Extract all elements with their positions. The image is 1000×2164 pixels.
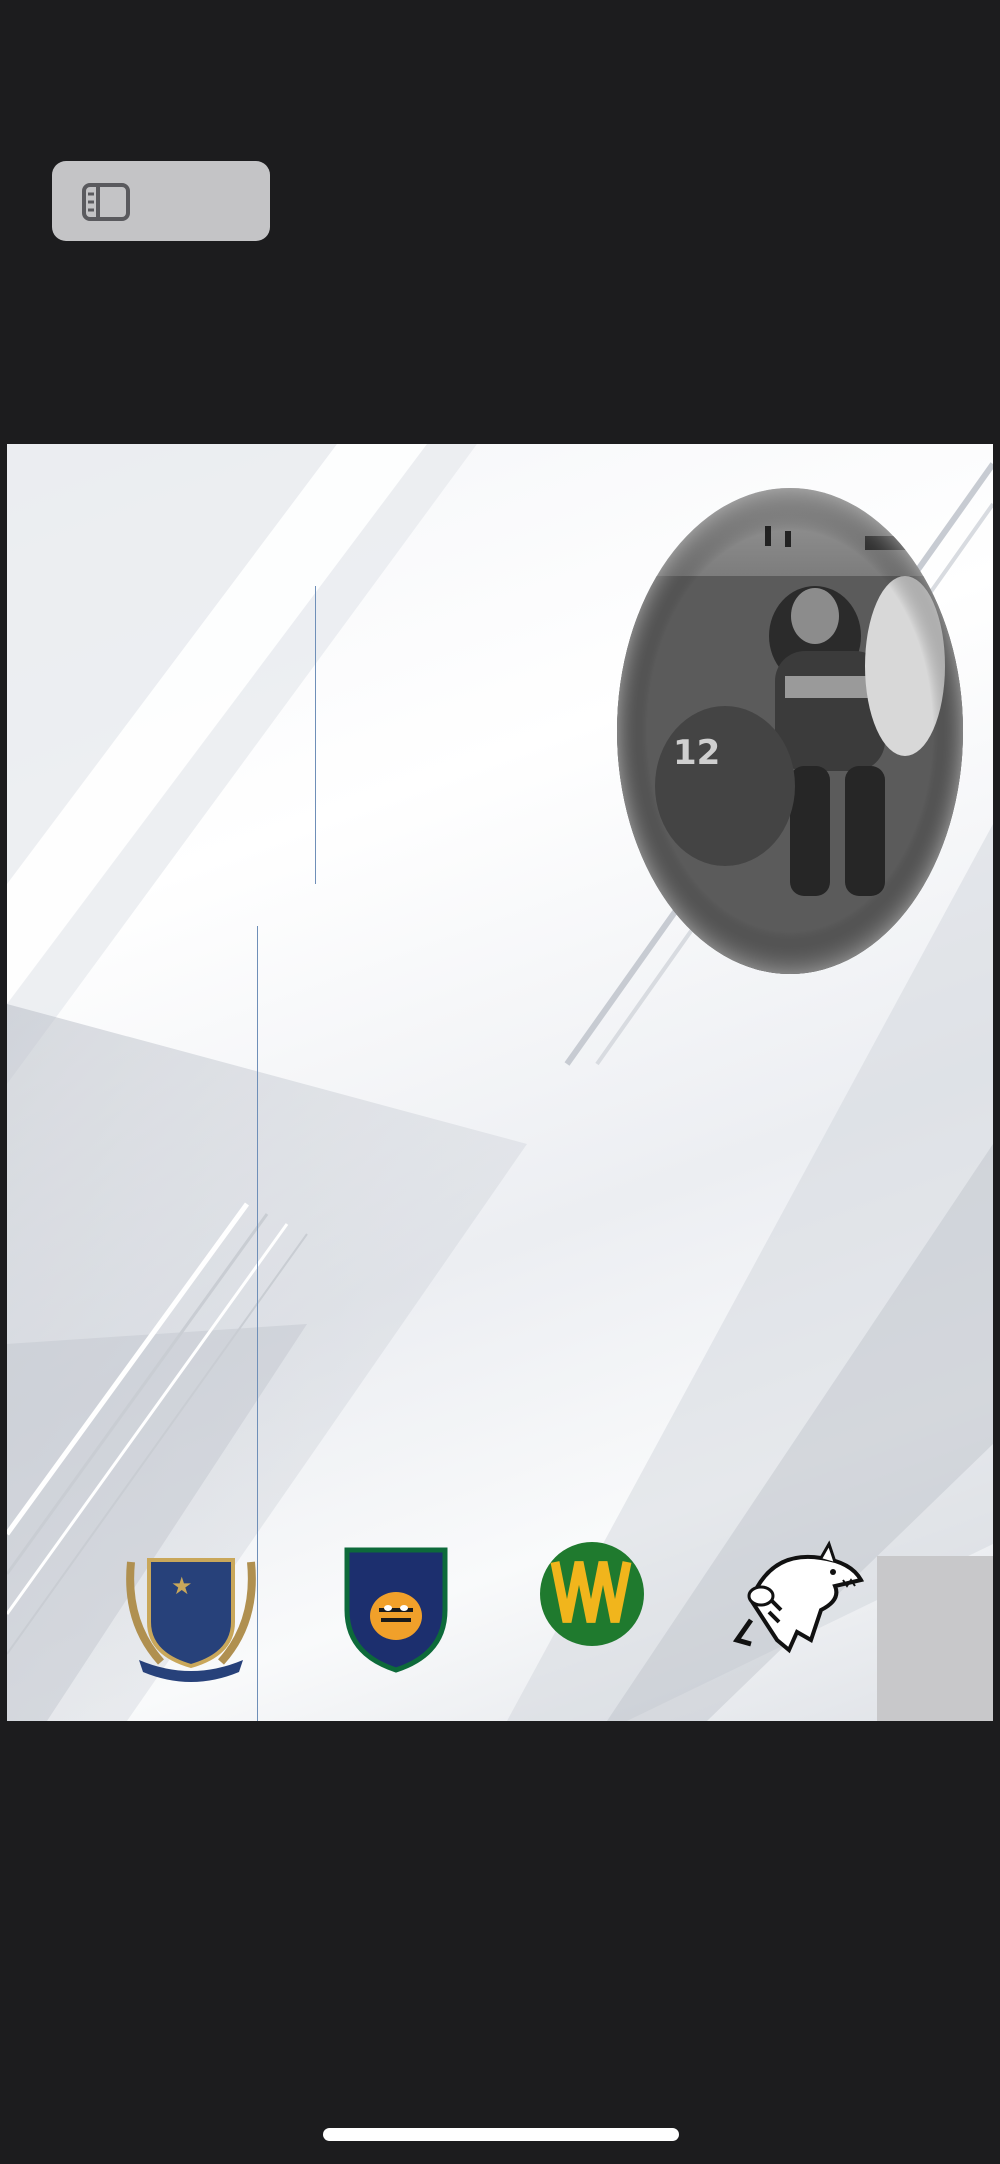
scc-crest-logo [121,1542,261,1682]
player-photo [615,486,965,976]
profile-divider [315,586,316,884]
sidebar-icon [82,183,130,226]
document-page[interactable] [7,444,993,1721]
naka-bulle-logo [507,1542,677,1682]
varsity-college-logo [341,1544,451,1674]
page-corner-overlay [877,1556,993,1721]
the-sharks-logo [711,1540,881,1682]
svg-text:★: ★ [171,1572,193,1600]
page-indicator[interactable] [52,161,270,241]
home-indicator[interactable] [323,2128,679,2141]
